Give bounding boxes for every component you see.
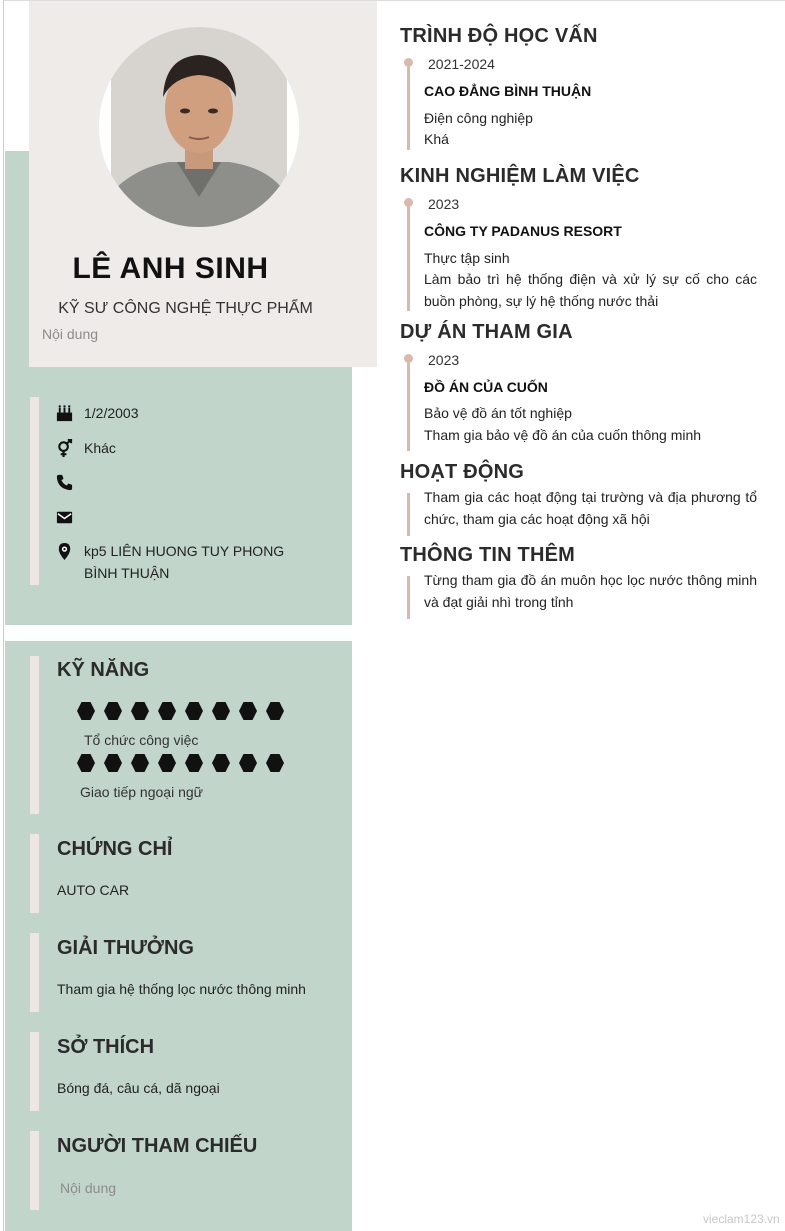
additional-info-timeline-line <box>407 576 410 619</box>
birthday-cake-icon <box>53 402 75 424</box>
contact-address <box>53 540 309 584</box>
rating-hex-icon <box>131 754 149 772</box>
contact-email <box>53 506 309 528</box>
rating-hex-icon <box>239 702 257 720</box>
additional-info-title: THÔNG TIN THÊM <box>400 544 576 566</box>
rating-hex-icon <box>266 702 284 720</box>
activities-title: HOẠT ĐỘNG <box>400 461 525 483</box>
additional-info-text: Từng tham gia đồ án muôn học lọc nước thông minh và đạt giải nhì trong tỉnh <box>424 572 757 610</box>
education-school: CAO ĐẲNG BÌNH THUẬN <box>424 83 592 99</box>
certificates-text: AUTO CAR <box>57 882 130 898</box>
job-title: KỸ SƯ CÔNG NGHỆ THỰC PHẨM <box>58 300 313 317</box>
rating-hex-icon <box>212 702 230 720</box>
experience-description: Làm bảo trì hệ thống điện và xử lý sự cố cho các buồn phòng, sự lý hệ thống nước thải <box>424 271 757 309</box>
activities-text: Tham gia các hoạt động tại trường và địa phương tổ chức, tham gia các hoạt động xã hội <box>424 489 757 527</box>
rating-hex-icon <box>158 702 176 720</box>
rating-hex-icon <box>266 754 284 772</box>
skill-label-1: Tổ chức công việc <box>84 732 199 748</box>
projects-timeline-dot <box>404 354 413 363</box>
avatar-photo <box>99 27 299 227</box>
contact-phone <box>53 471 309 493</box>
activities-timeline-line <box>407 493 410 536</box>
rating-hex-icon <box>185 702 203 720</box>
rating-hex-icon <box>212 754 230 772</box>
hobbies-title: SỞ THÍCH <box>57 1036 155 1058</box>
phone-icon <box>53 471 75 493</box>
skill-rating-1 <box>77 702 284 720</box>
references-accent-bar <box>30 1131 39 1210</box>
experience-timeline-line <box>407 202 410 311</box>
summary-placeholder[interactable]: Nội dung <box>42 326 99 342</box>
education-title: TRÌNH ĐỘ HỌC VẤN <box>400 25 598 47</box>
hobbies-accent-bar <box>30 1032 39 1111</box>
experience-timeline-dot <box>404 198 413 207</box>
education-date: 2021-2024 <box>428 56 495 72</box>
education-timeline-dot <box>404 58 413 67</box>
experience-position: Thực tập sinh <box>424 250 510 266</box>
references-title: NGƯỜI THAM CHIẾU <box>57 1135 258 1157</box>
projects-title: DỰ ÁN THAM GIA <box>400 321 573 343</box>
address-text: kp5 LIÊN HUONG TUY PHONG BÌNH THUẬN <box>84 543 285 581</box>
skill-label-2: Giao tiếp ngoại ngữ <box>80 784 204 800</box>
skill-rating-2 <box>77 754 284 772</box>
awards-accent-bar <box>30 933 39 1012</box>
gender-icon <box>53 437 75 459</box>
rating-hex-icon <box>77 702 95 720</box>
experience-title: KINH NGHIỆM LÀM VIỆC <box>400 165 640 187</box>
contact-accent-bar <box>30 397 39 585</box>
skills-accent-bar <box>30 656 39 814</box>
certificates-title: CHỨNG CHỈ <box>57 838 173 860</box>
watermark: vieclam123.vn <box>703 1212 780 1226</box>
hobbies-text: Bóng đá, câu cá, dã ngoại <box>57 1080 220 1096</box>
gender-text: Khác <box>84 440 116 456</box>
projects-role: Bảo vệ đồ án tốt nghiệp <box>424 405 572 421</box>
contact-birthday <box>53 402 309 424</box>
rating-hex-icon <box>158 754 176 772</box>
projects-description: Tham gia bảo vệ đồ án của cuốn thông minh <box>424 427 702 443</box>
rating-hex-icon <box>131 702 149 720</box>
education-grade: Khá <box>424 131 449 147</box>
avatar <box>99 27 299 227</box>
rating-hex-icon <box>185 754 203 772</box>
projects-timeline-line <box>407 358 410 451</box>
birthday-text: 1/2/2003 <box>84 405 139 421</box>
awards-title: GIẢI THƯỞNG <box>57 937 194 959</box>
awards-text: Tham gia hệ thống lọc nước thông minh <box>57 981 306 997</box>
rating-hex-icon <box>104 702 122 720</box>
rating-hex-icon <box>239 754 257 772</box>
rating-hex-icon <box>104 754 122 772</box>
projects-date: 2023 <box>428 352 460 368</box>
experience-company: CÔNG TY PADANUS RESORT <box>424 223 622 239</box>
email-icon <box>53 506 75 528</box>
references-placeholder[interactable]: Nội dung <box>60 1180 117 1196</box>
location-pin-icon <box>53 540 75 562</box>
education-timeline-line <box>407 62 410 150</box>
candidate-name: LÊ ANH SINH <box>72 252 269 285</box>
projects-name: ĐỒ ÁN CỦA CUỐN <box>424 379 548 395</box>
certificates-accent-bar <box>30 834 39 913</box>
experience-date: 2023 <box>428 196 460 212</box>
skills-title: KỸ NĂNG <box>57 659 150 681</box>
education-major: Điện công nghiệp <box>424 110 533 126</box>
rating-hex-icon <box>77 754 95 772</box>
contact-gender <box>53 437 309 459</box>
